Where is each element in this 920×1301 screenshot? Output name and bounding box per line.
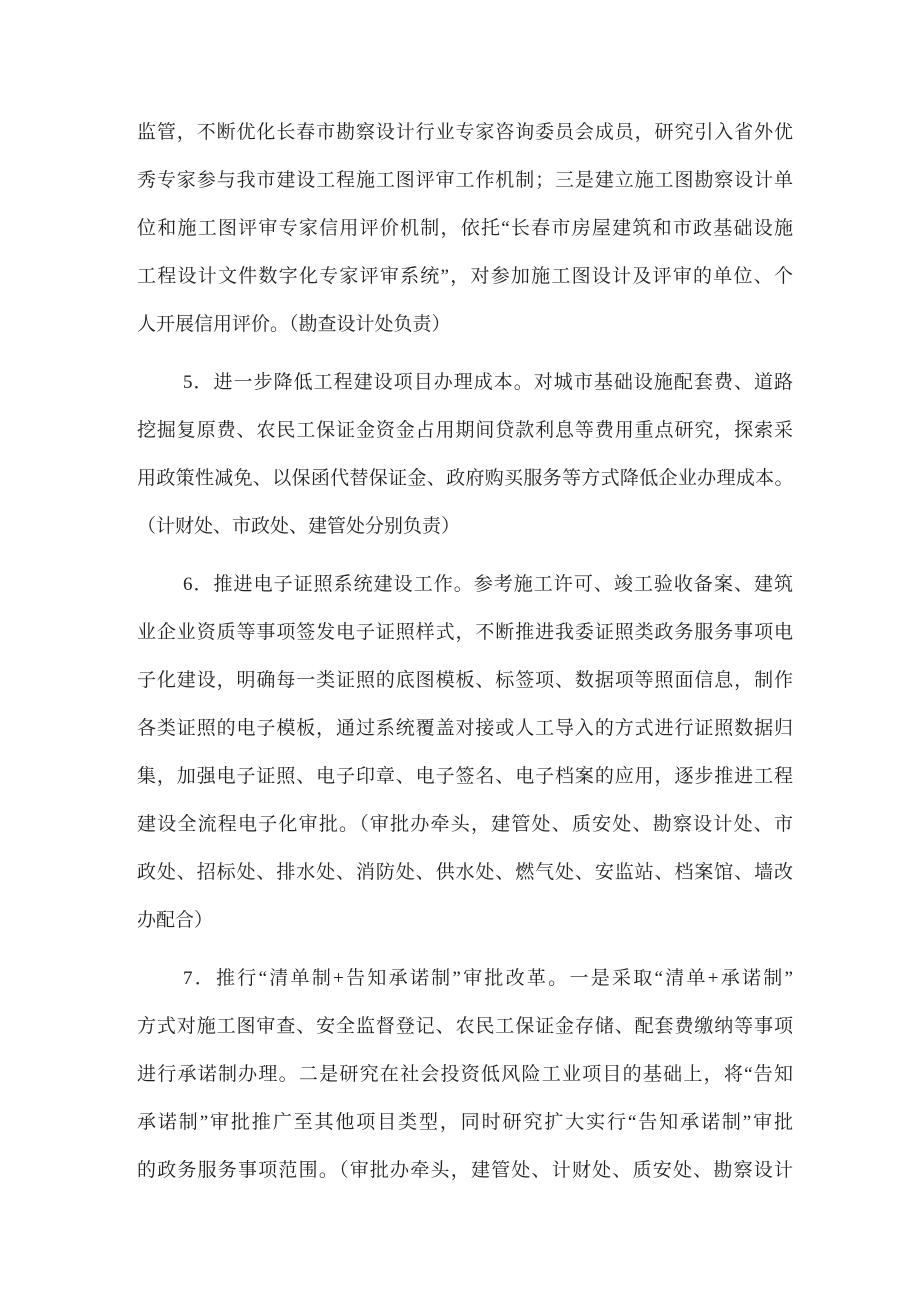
- document-line: 方式对施工图审查、安全监督登记、农民工保证金存储、配套费缴纳等事项: [137, 1016, 793, 1037]
- paragraph-continuation: [137, 109, 793, 349]
- document-line: 办配合）: [137, 910, 214, 931]
- document-line: 集，加强电子证照、电子印章、电子签名、电子档案的应用，逐步推进工程: [137, 766, 793, 787]
- document-line: 7．推行“清单制+告知承诺制”审批改革。一是采取“清单+承诺制”: [183, 968, 793, 989]
- document-line: 子化建设，明确每一类证照的底图模板、标签项、数据项等照面信息，制作: [137, 670, 793, 691]
- document-line: 用政策性减免、以保函代替保证金、政府购买服务等方式降低企业办理成本。: [137, 468, 793, 489]
- document-line: （计财处、市政处、建管处分别负责）: [137, 516, 461, 537]
- document-line: 5．进一步降低工程建设项目办理成本。对城市基础设施配套费、道路: [183, 372, 793, 393]
- document-line: 各类证照的电子模板，通过系统覆盖对接或人工导入的方式进行证照数据归: [137, 718, 793, 739]
- document-line: 人开展信用评价。（勘查设计处负责）: [137, 314, 451, 335]
- document-line: 位和施工图评审专家信用评价机制，依托“长春市房屋建筑和市政基础设施: [137, 218, 793, 239]
- document-line: 建设全流程电子化审批。（审批办牵头，建管处、质安处、勘察设计处、市: [137, 814, 793, 835]
- document-line: 业企业资质等事项签发电子证照样式，不断推进我委证照类政务服务事项电: [137, 622, 793, 643]
- document-line: 挖掘复原费、农民工保证金资金占用期间贷款利息等费用重点研究，探索采: [137, 420, 793, 441]
- document-line: 秀专家参与我市建设工程施工图评审工作机制；三是建立施工图勘察设计单: [137, 170, 793, 191]
- paragraph-item-5: [137, 359, 793, 551]
- document-line: 工程设计文件数字化专家评审系统”，对参加施工图设计及评审的单位、个: [137, 266, 793, 287]
- document-line: 承诺制”审批推广至其他项目类型，同时研究扩大实行“告知承诺制”审批: [137, 1112, 793, 1133]
- paragraph-item-7: [137, 955, 793, 1195]
- document-line: 6．推进电子证照系统建设工作。参考施工许可、竣工验收备案、建筑: [183, 574, 793, 595]
- document-line: 政处、招标处、排水处、消防处、供水处、燃气处、安监站、档案馆、墙改: [137, 862, 793, 883]
- paragraph-item-6: [137, 561, 793, 945]
- document-line: 进行承诺制办理。二是研究在社会投资低风险工业项目的基础上，将“告知: [137, 1064, 793, 1085]
- document-line: 监管，不断优化长春市勘察设计行业专家咨询委员会成员，研究引入省外优: [137, 122, 793, 143]
- document-line: 的政务服务事项范围。（审批办牵头，建管处、计财处、质安处、勘察设计: [137, 1160, 793, 1181]
- document-text-block: [137, 109, 793, 1195]
